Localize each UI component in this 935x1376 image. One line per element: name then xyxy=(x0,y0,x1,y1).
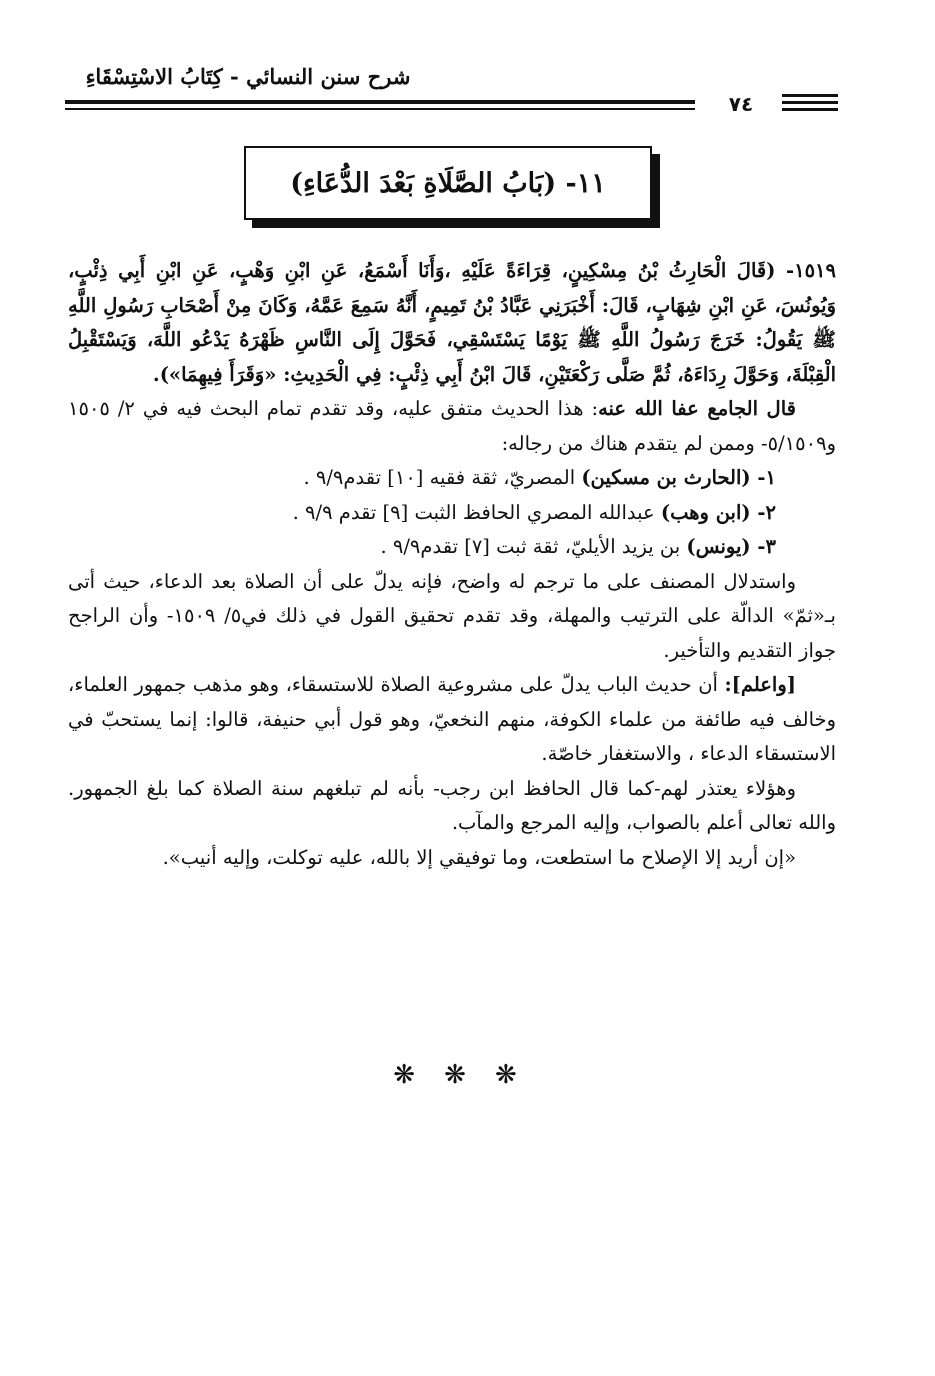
narrator-item xyxy=(68,530,836,565)
commentary-intro-text: : هذا الحديث متفق عليه، وقد تقدم تمام البحث فيه في ٢/ ١٥٠٥ و٥/١٥٠٩- وممن لم يتقدم هناك من رجاله: xyxy=(68,397,836,455)
waalam-paragraph xyxy=(68,668,836,772)
page-number: ٧٤ xyxy=(728,92,754,116)
section-separator-stars: ❋ ❋ ❋ xyxy=(393,1060,527,1090)
narrator-desc: بن يزيد الأيليّ، ثقة ثبت [٧] تقدم٩/٩ . xyxy=(380,535,687,558)
body-text xyxy=(68,254,836,875)
chapter-title: ١١- (بَابُ الصَّلَاةِ بَعْدَ الدُّعَاءِ) xyxy=(290,167,606,199)
commentary-intro-label: قال الجامع عفا الله عنه xyxy=(598,397,796,420)
istidlal-paragraph: واستدلال المصنف على ما ترجم له واضح، فإنه يدلّ على أن الصلاة بعد الدعاء، حيث أتى بـ«ثمّ» الدالّة على الترتيب والمهلة، وقد تقدم تحقيق القول في ذلك في٥/ ١٥٠٩- وأن الراجح جواز التقديم والتأخير. xyxy=(68,569,836,662)
narrator-desc: عبدالله المصري الحافظ الثبت [٩] تقدم ٩/٩ . xyxy=(292,500,661,524)
commentary-intro xyxy=(68,392,836,461)
running-title: شرح سنن النسائي - كِتَابُ الاسْتِسْقَاءِ xyxy=(85,64,411,89)
page-number-rule xyxy=(782,94,838,97)
narrator-name: ١- (الحارث بن مسكين) xyxy=(581,466,776,489)
narrator-desc: المصريّ، ثقة فقيه [١٠] تقدم٩/٩ . xyxy=(303,466,582,489)
closing-quote: «إن أريد إلا الإصلاح ما استطعت، وما توفيقي إلا بالله، عليه توكلت، وإليه أنيب». xyxy=(162,845,796,869)
narrator-name: ٢- (ابن وهب) xyxy=(660,500,776,524)
narrator-name: ٣- (يونس) xyxy=(686,535,776,558)
narrator-item xyxy=(68,461,836,496)
page-number-rule xyxy=(782,101,838,104)
header-rule-thin xyxy=(65,108,695,110)
hadith-text: ١٥١٩- (قَالَ الْحَارِثُ بْنُ مِسْكِينٍ، قِرَاءَةً عَلَيْهِ ،وَأَنَا أَسْمَعُ، عَنِ ابْنِ وَهْبٍ، عَنِ ابْنِ أَبِي ذِئْبٍ، وَيُونُسَ، عَنِ ابْنِ شِهَابٍ، قَالَ: أَخْبَرَنِي عَبَّادُ بْنُ تَمِيمٍ، أَنَّهُ سَمِعَ عَمَّهُ، وَكَانَ مِنْ أَصْحَابِ رَسُولِ اللَّهِ ﷺ يَقُولُ: خَرَجَ رَسُولُ اللَّهِ ﷺ يَوْمًا يَسْتَسْقِي، فَحَوَّلَ إِلَى النَّاسِ ظَهْرَهُ يَدْعُو اللَّهَ، وَيَسْتَقْبِلُ الْقِبْلَةَ، وَحَوَّلَ رِدَاءَهُ، ثُمَّ صَلَّى رَكْعَتَيْنِ، قَالَ ابْنُ أَبِي ذِئْبٍ: فِي الْحَدِيثِ: «وَقَرَأَ فِيهِمَا»). xyxy=(68,259,836,386)
waalam-label: [واعلم]: xyxy=(724,673,796,696)
header-rule-thick xyxy=(65,100,695,104)
narrator-item xyxy=(68,496,836,531)
hawulai-paragraph: وهؤلاء يعتذر لهم-كما قال الحافظ ابن رجب- بأنه لم تبلغهم سنة الصلاة كما بلغ الجمهور. والله تعالى أعلم بالصواب، وإليه المرجع والمآب. xyxy=(68,776,836,834)
waalam-text: أن حديث الباب يدلّ على مشروعية الصلاة للاستسقاء، وهو مذهب جمهور العلماء، وخالف فيه طائفة من علماء الكوفة، منهم النخعيّ، وهو قول أبي حنيفة، قالوا: إنما يستحبّ في الاستسقاء الدعاء ، والاستغفار خاصّة. xyxy=(68,673,836,765)
page-number-rule xyxy=(782,108,838,111)
chapter-heading-box xyxy=(244,146,652,220)
